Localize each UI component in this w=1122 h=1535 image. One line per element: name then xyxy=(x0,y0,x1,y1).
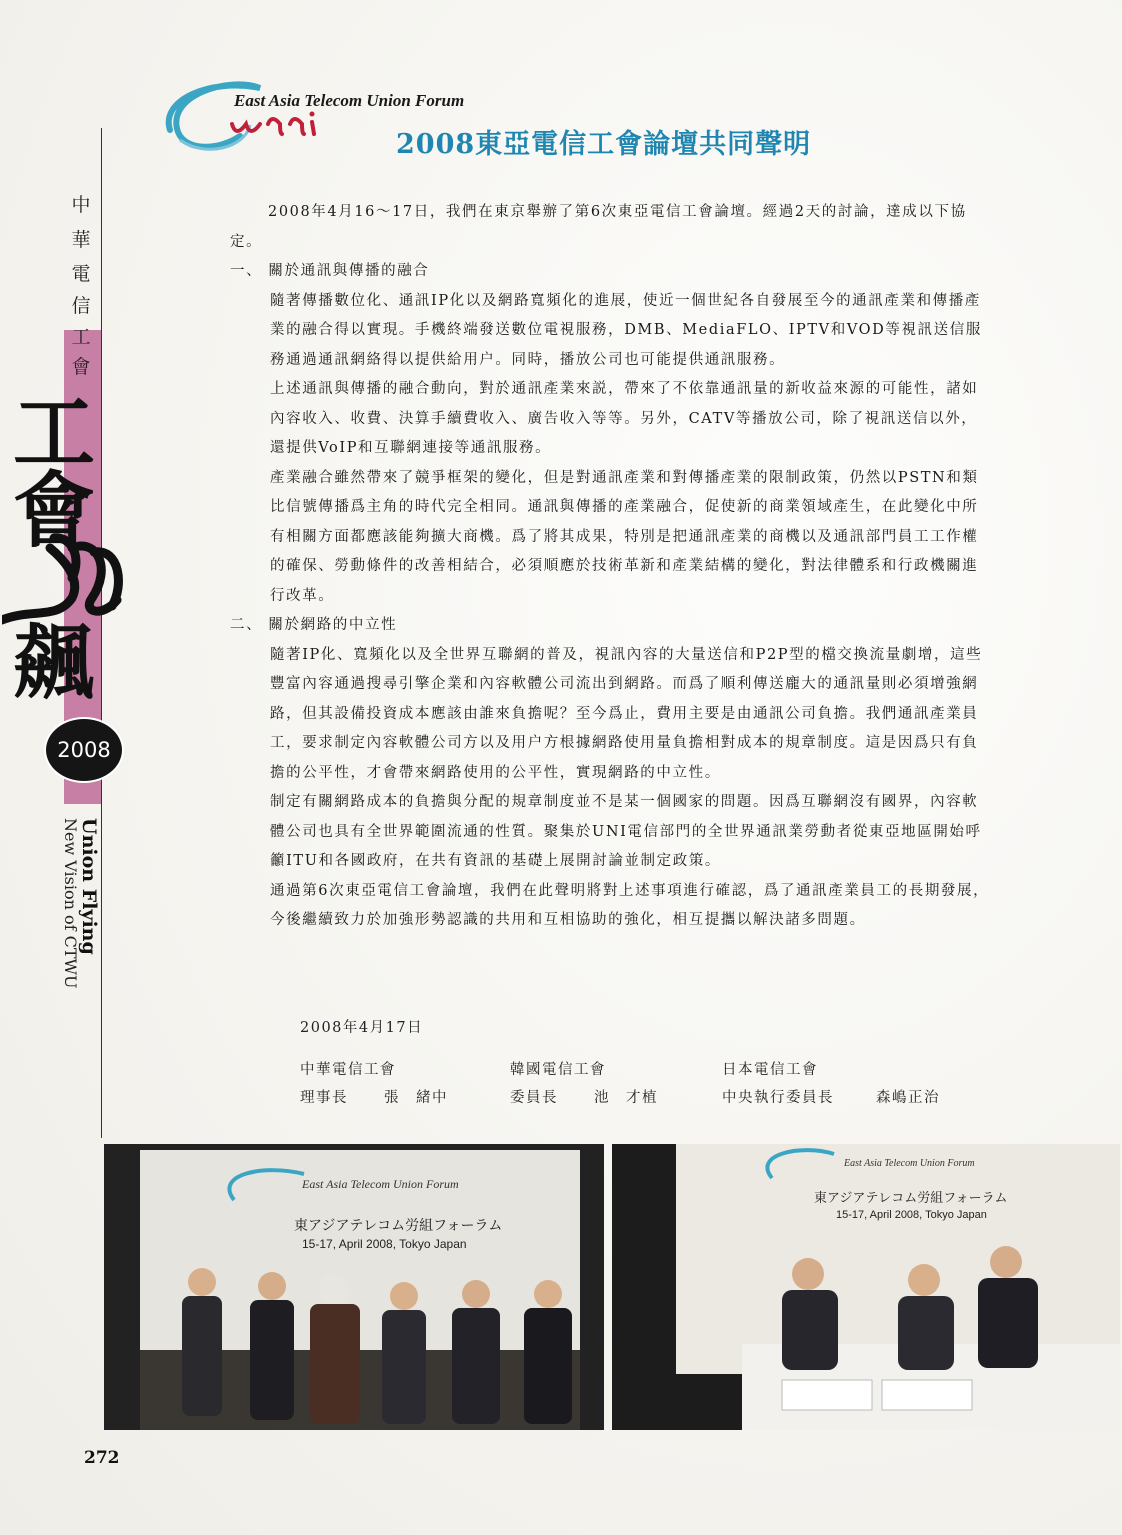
banner-forum-name: East Asia Telecom Union Forum xyxy=(844,1158,975,1169)
group-photo-scene xyxy=(104,1144,604,1430)
page-title: 2008東亞電信工會論壇共同聲明 xyxy=(396,129,812,160)
signatory-name: 張 緒中 xyxy=(384,1090,448,1106)
signatory-name: 池 才植 xyxy=(594,1090,658,1106)
vertical-title-char: 信 xyxy=(71,295,91,317)
section-heading-1: 一、 關於通訊與傳播的融合 xyxy=(230,263,430,279)
vertical-title-char: 會 xyxy=(71,356,91,378)
signatory-title: 中央執行委員長 xyxy=(722,1090,834,1106)
brush-stroke-graphic xyxy=(2,508,132,628)
banner-forum-name: East Asia Telecom Union Forum xyxy=(302,1177,459,1191)
signatory-org: 中華電信工會 xyxy=(300,1062,396,1078)
vertical-title-char: 中 xyxy=(71,194,91,216)
signing-photo-scene xyxy=(612,1144,1120,1430)
signatory-org: 韓國電信工會 xyxy=(510,1062,606,1078)
signing-photo xyxy=(612,1144,1120,1430)
section2-paragraph: 制定有關網路成本的負擔與分配的規章制度並不是某一個國家的問題。因爲互聯網沒有國界，內容軟體公司也具有全世界範圍流通的性質。聚集於UNI電信部門的全世界通訊業勞動者從東亞地區開始呼籲ITU和各國政府，在共有資訊的基礎上展開討論並制定政策。 xyxy=(270,794,982,869)
signatory-name: 森嶋正治 xyxy=(876,1090,940,1106)
vertical-title-char: 華 xyxy=(71,229,91,251)
vertical-title-char: 工 xyxy=(71,326,91,348)
banner-japanese-title: 東アジアテレコム労組フォーラム xyxy=(814,1191,1008,1206)
section2-paragraph: 隨著IP化、寬頻化以及全世界互聯網的普及，視訊內容的大量送信和P2P型的檔交換流量劇增，這些豐富內容通過搜尋引擎企業和內容軟體公司流出到網路。而爲了順利傳送龐大的通訊量則必須增強網路，但其設備投資成本應該由誰來負擔呢？至今爲止，費用主要是由通訊公司負擔。我們通訊產業員工，要求制定內容軟體公司方以及用户方根據網路使用量負擔相對成本的規章制度。這是因爲只有負擔的公平性，才會帶來網路使用的公平性，實現網路的中立性。 xyxy=(270,646,983,781)
group-photo xyxy=(104,1144,604,1430)
page-number: 272 xyxy=(84,1448,120,1468)
banner-date-location: 15-17, April 2008, Tokyo Japan xyxy=(302,1237,467,1251)
english-subtitle-line: New Vision of CTWU xyxy=(61,818,81,989)
intro-paragraph: 2008年4月16～17日，我們在東京舉辦了第6次東亞電信工會論壇。經過2天的討論，達成以下協定。 xyxy=(230,204,967,250)
banner-japanese-title: 東アジアテレコム労組フォーラム xyxy=(294,1218,503,1234)
section-heading-2: 二、 關於網路的中立性 xyxy=(230,617,398,633)
english-title-line: Union Flying xyxy=(78,818,100,955)
signatory-org: 日本電信工會 xyxy=(722,1062,818,1078)
section1-paragraph: 產業融合雖然帶來了競爭框架的變化，但是對通訊產業和對傳播產業的限制政策，仍然以PSTN和類比信號傳播爲主角的時代完全相同。通訊與傳播的產業融合，促使新的商業領域產生，在此變化中所有相關方面都應該能夠擴大商機。爲了將其成果，特別是把通訊產業的商機以及通訊部門員工工作權的確保、勞動條件的改善相結合，必須順應於技術革新和產業結構的變化，對法律體系和行政機關進行改革。 xyxy=(270,469,979,604)
big-title-char: 工 xyxy=(12,385,95,481)
signatory-title: 委員長 xyxy=(510,1090,558,1106)
year-badge: 2008 xyxy=(44,717,124,783)
forum-name: East Asia Telecom Union Forum xyxy=(234,91,465,110)
big-title-char: 飆 xyxy=(12,615,95,711)
english-subtitle xyxy=(50,818,100,1058)
section2-paragraph: 通過第6次東亞電信工會論壇，我們在此聲明將對上述事項進行確認，爲了通訊產業員工的長期發展，今後繼續致力於加強形勢認識的共用和互相協助的強化，相互提攜以解決諸多問題。 xyxy=(270,882,990,928)
statement-body xyxy=(230,198,990,936)
statement-date: 2008年4月17日 xyxy=(300,1020,424,1036)
section1-paragraph: 隨著傳播數位化、通訊IP化以及網路寬頻化的進展，使近一個世紀各自發展至今的通訊產業和傳播產業的融合得以實現。手機終端發送數位電視服務，DMB、MediaFLO、IPTV和VOD等視訊送信服務通過通訊網絡得以提供給用户。同時，播放公司也可能提供通訊服務。 xyxy=(270,292,982,368)
section1-paragraph: 上述通訊與傳播的融合動向，對於通訊產業來説，帶來了不依靠通訊量的新收益來源的可能性，諸如內容收入、收費、決算手續費收入、廣告收入等等。另外，CATV等播放公司，除了視訊送信以外，還提供VoIP和互聯網連接等通訊服務。 xyxy=(270,381,979,456)
signatory-title: 理事長 xyxy=(300,1090,348,1106)
vertical-title-char: 電 xyxy=(71,263,91,285)
banner-date-location: 15-17, April 2008, Tokyo Japan xyxy=(836,1209,987,1221)
big-title-char: 會 xyxy=(12,463,95,559)
